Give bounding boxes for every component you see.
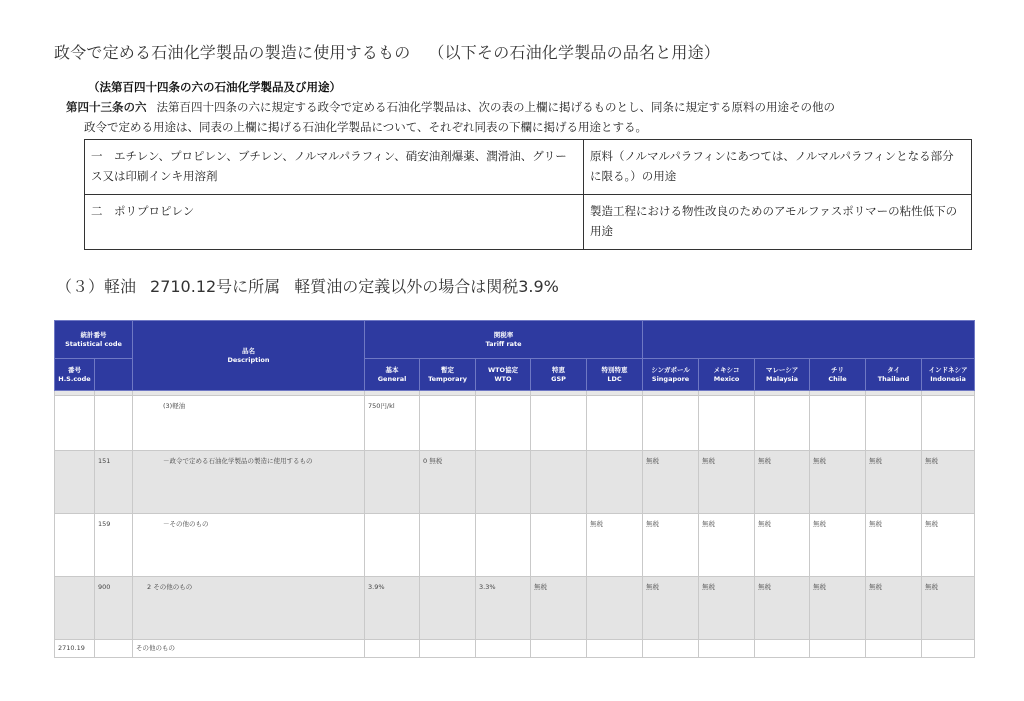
rate-cell: 3.3% <box>476 577 531 640</box>
page-title <box>54 40 720 63</box>
rate-cell <box>531 451 587 514</box>
rate-cell <box>699 396 755 451</box>
rate-cell <box>643 640 699 658</box>
rate-cell <box>531 640 587 658</box>
rate-cell <box>476 451 531 514</box>
rate-col-en: Indonesia <box>930 374 966 383</box>
rate-cell <box>866 396 922 451</box>
rate-cell: 無税 <box>866 577 922 640</box>
rate-col-jp: 基本 <box>385 365 399 374</box>
rate-cell <box>420 577 476 640</box>
hs-cell <box>55 451 95 514</box>
rate-cell <box>755 396 810 451</box>
rate-col-en: Malaysia <box>766 374 799 383</box>
rate-col-header <box>365 359 420 391</box>
rate-cell <box>922 396 975 451</box>
stat-code-header-en: Statistical code <box>65 339 122 348</box>
rate-col-jp: チリ <box>831 365 845 374</box>
rate-cell <box>476 514 531 577</box>
hs-cell: 2710.19 <box>55 640 95 658</box>
law-table <box>84 139 972 250</box>
law-table-row <box>85 195 972 250</box>
article-text-line1: 法第百四十四条の六に規定する政令で定める石油化学製品は、次の表の上欄に掲げるものとし、同条に規定する原料の用途その他の <box>156 100 835 114</box>
section-heading <box>56 274 573 297</box>
rate-cell: 無税 <box>866 514 922 577</box>
rate-col-en: Mexico <box>713 374 740 383</box>
rate-col-en: Thailand <box>877 374 910 383</box>
tariff-rate-header <box>365 321 643 359</box>
rate-cell: 無税 <box>587 514 643 577</box>
hs-cell <box>55 396 95 451</box>
rate-cell <box>922 640 975 658</box>
desc-cell: －政令で定める石油化学製品の製造に使用するもの <box>133 451 365 514</box>
rate-cell <box>810 396 866 451</box>
desc-cell: 2 その他のもの <box>133 577 365 640</box>
rate-cell: 無税 <box>531 577 587 640</box>
rate-cell <box>476 396 531 451</box>
stat-cell: 900 <box>95 577 133 640</box>
rate-col-jp: メキシコ <box>713 365 740 374</box>
tariff-header-row-1 <box>55 321 975 359</box>
page-title-paren: （以下その石油化学製品の品名と用途） <box>428 43 721 62</box>
stat-code-header <box>55 321 133 359</box>
rate-cell <box>531 396 587 451</box>
hs-code-header-en: H.S.code <box>58 374 91 383</box>
rate-cell: 無税 <box>699 514 755 577</box>
rate-cell <box>587 451 643 514</box>
rate-cell: 無税 <box>922 514 975 577</box>
law-product-cell: 一 エチレン、プロピレン、ブチレン、ノルマルパラフィン、硝安油剤爆薬、潤滑油、グリース又は印刷インキ用溶剤 <box>85 140 584 195</box>
hs-cell <box>55 514 95 577</box>
table-row <box>55 514 975 577</box>
rate-cell: 無税 <box>810 577 866 640</box>
page-title-main: 政令で定める石油化学製品の製造に使用するもの <box>54 43 411 62</box>
article-number: 第四十三条の六 <box>66 100 147 114</box>
desc-cell: －その他のもの <box>133 514 365 577</box>
rate-cell <box>755 640 810 658</box>
rate-cell: 無税 <box>922 577 975 640</box>
description-header-en: Description <box>227 355 270 364</box>
rate-col-en: GSP <box>551 374 566 383</box>
rate-cell: 無税 <box>810 514 866 577</box>
section-note: 軽質油の定義以外の場合は関税3.9% <box>294 277 559 296</box>
law-use-cell: 原料（ノルマルパラフィンにあつては、ノルマルパラフィンとなる部分に限る。）の用途 <box>584 140 972 195</box>
rate-col-en: General <box>377 374 407 383</box>
rate-col-header <box>755 359 810 391</box>
rate-cell <box>866 640 922 658</box>
epa-rate-header <box>643 321 975 359</box>
rate-cell: 無税 <box>922 451 975 514</box>
rate-col-header <box>643 359 699 391</box>
description-header <box>133 321 365 391</box>
rate-cell <box>420 514 476 577</box>
rate-cell: 無税 <box>866 451 922 514</box>
rate-col-jp: 暫定 <box>441 365 455 374</box>
rate-col-header <box>420 359 476 391</box>
law-caption: （法第百四十四条の六の石油化学製品及び用途） <box>88 80 341 94</box>
hs-cell <box>55 577 95 640</box>
hs-code-header <box>55 359 95 391</box>
rate-cell <box>365 451 420 514</box>
rate-cell <box>420 640 476 658</box>
rate-col-en: LDC <box>607 374 622 383</box>
rate-cell: 0 無税 <box>420 451 476 514</box>
law-product-cell: 二 ポリプロピレン <box>85 195 584 250</box>
stat-cell: 151 <box>95 451 133 514</box>
section-label: （３）軽油 <box>56 277 137 296</box>
rate-cell <box>699 640 755 658</box>
table-row <box>55 451 975 514</box>
rate-col-jp: シンガポール <box>651 365 690 374</box>
rate-cell: 無税 <box>643 577 699 640</box>
description-header-jp: 品名 <box>242 346 256 355</box>
section-code: 2710.12号に所属 <box>150 277 281 296</box>
rate-cell <box>643 396 699 451</box>
rate-col-en: Singapore <box>651 374 690 383</box>
table-row <box>55 577 975 640</box>
rate-cell: 無税 <box>643 514 699 577</box>
rate-col-header <box>810 359 866 391</box>
law-article <box>66 97 978 137</box>
table-row <box>55 396 975 451</box>
rate-cell <box>810 640 866 658</box>
rate-cell: 無税 <box>755 514 810 577</box>
law-use-cell: 製造工程における物性改良のためのアモルファスポリマーの粘性低下の用途 <box>584 195 972 250</box>
rate-col-jp: タイ <box>887 365 900 374</box>
rate-col-jp: 特恵 <box>552 365 566 374</box>
rate-cell: 無税 <box>755 451 810 514</box>
rate-cell <box>365 514 420 577</box>
tariff-rate-header-en: Tariff rate <box>485 339 522 348</box>
rate-col-en: WTO <box>494 374 512 383</box>
rate-col-jp: マレーシア <box>765 365 799 374</box>
rate-cell <box>587 577 643 640</box>
tariff-table <box>54 320 975 658</box>
rate-cell: 無税 <box>643 451 699 514</box>
article-text-line2: 政令で定める用途は、同表の上欄に掲げる石油化学製品について、それぞれ同表の下欄に掲げる用途とする。 <box>84 120 648 134</box>
rate-cell: 無税 <box>810 451 866 514</box>
table-row <box>55 640 975 658</box>
rate-col-header <box>866 359 922 391</box>
rate-cell <box>531 514 587 577</box>
rate-col-jp: インドネシア <box>928 365 968 374</box>
hs-code-header-jp: 番号 <box>68 365 81 374</box>
rate-cell: 無税 <box>699 577 755 640</box>
rate-cell: 無税 <box>755 577 810 640</box>
rate-col-jp: WTO協定 <box>487 365 519 374</box>
rate-col-header <box>922 359 975 391</box>
rate-col-jp: 特別特恵 <box>601 365 628 374</box>
rate-cell <box>587 396 643 451</box>
rate-cell: 3.9% <box>365 577 420 640</box>
stat-cell <box>95 640 133 658</box>
stat-sub-header <box>95 359 133 391</box>
desc-cell: その他のもの <box>133 640 365 658</box>
stat-code-header-jp: 統計番号 <box>80 330 107 339</box>
rate-cell: 750円/kl <box>365 396 420 451</box>
rate-col-header <box>699 359 755 391</box>
stat-cell <box>95 396 133 451</box>
tariff-rate-header-jp: 関税率 <box>493 330 514 339</box>
rate-cell <box>476 640 531 658</box>
rate-col-header <box>476 359 531 391</box>
rate-col-header <box>587 359 643 391</box>
rate-col-en: Temporary <box>428 374 467 383</box>
law-table-row <box>85 140 972 195</box>
rate-cell <box>420 396 476 451</box>
rate-cell <box>587 640 643 658</box>
rate-col-en: Chile <box>828 374 847 383</box>
stat-cell: 159 <box>95 514 133 577</box>
desc-cell: (3)軽油 <box>133 396 365 451</box>
rate-cell <box>365 640 420 658</box>
rate-col-header <box>531 359 587 391</box>
rate-cell: 無税 <box>699 451 755 514</box>
